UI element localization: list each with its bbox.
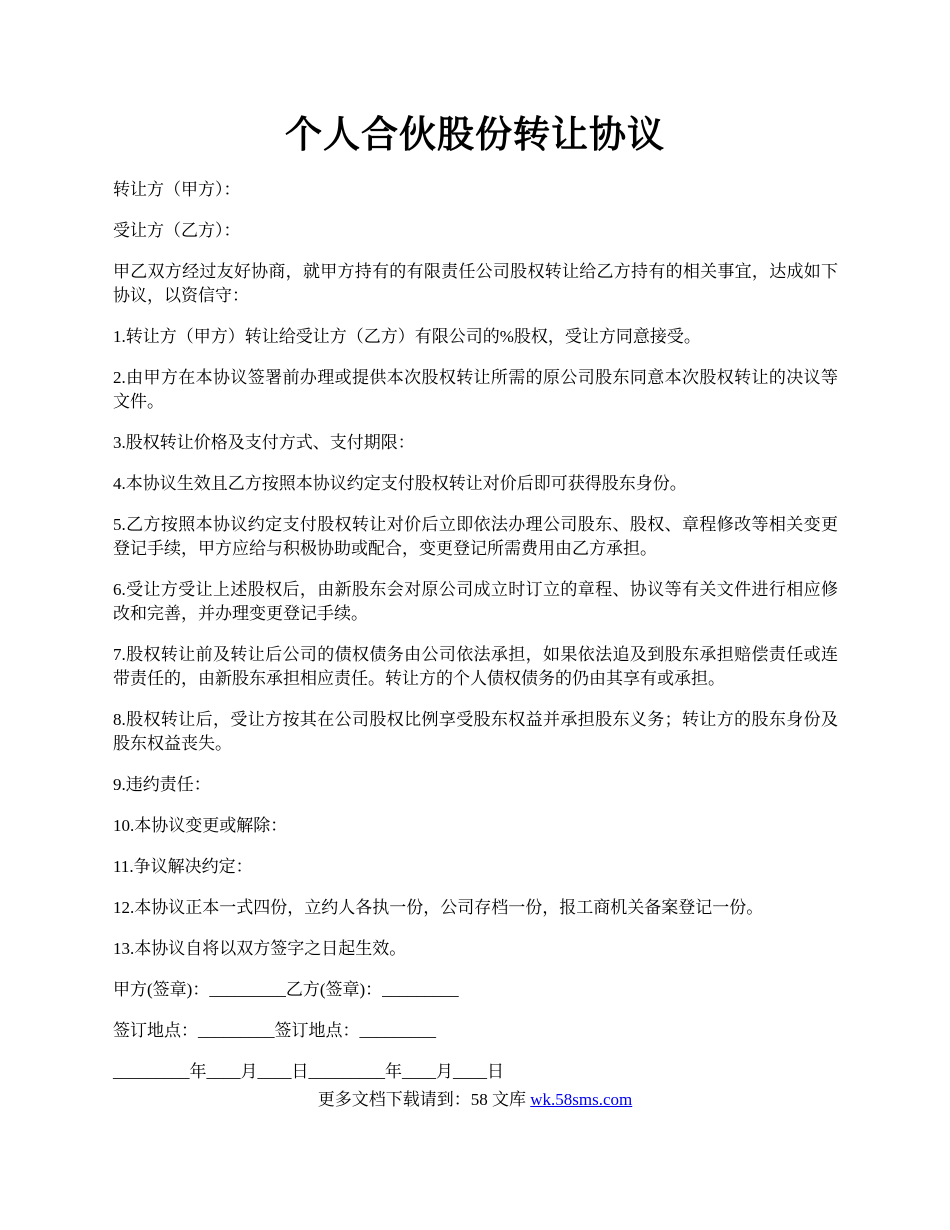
clause-3: 3.股权转让价格及支付方式、支付期限： xyxy=(113,433,415,452)
preamble-paragraph: 甲乙双方经过友好协商，就甲方持有的有限责任公司股权转让给乙方持有的相关事宜，达成如下协议，以资信守： xyxy=(113,262,838,305)
signing-location-line: 签订地点：_________签订地点：_________ xyxy=(113,1021,436,1040)
footer-link[interactable]: wk.58sms.com xyxy=(530,1090,633,1109)
clause-4: 4.本协议生效且乙方按照本协议约定支付股权转让对价后即可获得股东身份。 xyxy=(113,474,687,493)
clause-11: 11.争议解决约定： xyxy=(113,857,253,876)
party-b-line: 受让方（乙方）： xyxy=(113,221,241,240)
signature-line: 甲方(签章)：_________乙方(签章)：_________ xyxy=(113,980,459,999)
clause-1: 1.转让方（甲方）转让给受让方（乙方）有限公司的%股权，受让方同意接受。 xyxy=(113,327,701,346)
clause-10: 10.本协议变更或解除： xyxy=(113,816,288,835)
document-title: 个人合伙股份转让协议 xyxy=(285,115,665,156)
footer-text: 更多文档下载请到：58 文库 xyxy=(317,1090,531,1109)
document-body xyxy=(113,178,838,1101)
clause-9: 9.违约责任： xyxy=(113,775,211,794)
clause-5: 5.乙方按照本协议约定支付股权转让对价后立即依法办理公司股东、股权、章程修改等相关变更登记手续，甲方应给与积极协助或配合，变更登记所需费用由乙方承担。 xyxy=(113,515,838,558)
party-a-line: 转让方（甲方）： xyxy=(113,180,241,199)
clause-7: 7.股权转让前及转让后公司的债权债务由公司依法承担，如果依法追及到股东承担赔偿责任或连带责任的，由新股东承担相应责任。转让方的个人债权债务的仍由其享有或承担。 xyxy=(113,645,838,688)
signing-date-line: _________年____月____日_________年____月____日 xyxy=(113,1062,504,1081)
clause-8: 8.股权转让后，受让方按其在公司股权比例享受股东权益并承担股东义务；转让方的股东身份及股东权益丧失。 xyxy=(113,710,838,753)
clause-2: 2.由甲方在本协议签署前办理或提供本次股权转让所需的原公司股东同意本次股权转让的决议等文件。 xyxy=(113,368,838,411)
clause-6: 6.受让方受让上述股权后，由新股东会对原公司成立时订立的章程、协议等有关文件进行相应修改和完善，并办理变更登记手续。 xyxy=(113,580,838,623)
clause-13: 13.本协议自将以双方签字之日起生效。 xyxy=(113,939,407,958)
clause-12: 12.本协议正本一式四份，立约人各执一份，公司存档一份，报工商机关备案登记一份。 xyxy=(113,898,764,917)
footer-note xyxy=(0,1088,950,1112)
